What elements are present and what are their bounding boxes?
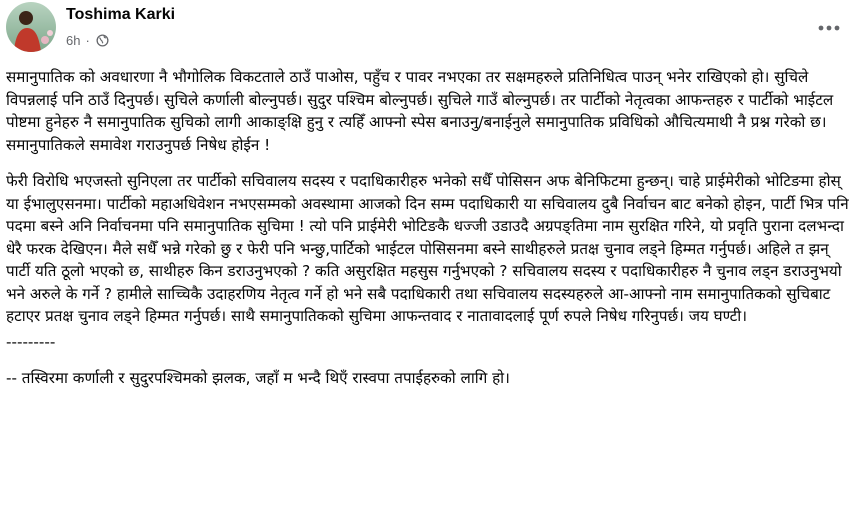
post-header xyxy=(0,0,857,62)
post-paragraph-1: समानुपातिक को अवधारणा नै भौगोलिक विकटताले ठाउँ पाओस, पहुँच र पावर नभएका तर सक्षमहरुले प्रतिनिधित्व पाउन् भनेर राखिएको हो। सुचिले विपन्नलाई पनि ठाउँ दिनुपर्छ। सुचिले कर्णाली बोल्नुपर्छ। सुदुर पश्चिम बोल्नुपर्छ। सुचिले गाउँ बोल्नुपर्छ। तर पार्टीको नेतृत्वका आफन्तहरु र पार्टीको भाईटल पोष्टमा हुनेहरु नै समानुपातिक सुचिको लागी आकाङ्क्षि हुनु र त्यहिँ आफ्नो स्पेस बनाउनु/बनाईनुले समानुपातिक प्रविधिको औचित्यमाथी नै प्रश्न गरेको छ। समानुपातिकले समावेश गराउनुपर्छ निषेध होईन ! xyxy=(6,68,834,154)
globe-icon[interactable] xyxy=(96,34,109,47)
post-meta xyxy=(66,33,109,48)
more-horizontal-icon xyxy=(818,25,840,31)
post-time[interactable]: 6h xyxy=(66,33,81,48)
post-paragraph-2: फेरी विरोधि भएजस्तो सुनिएला तर पार्टीको सचिवालय सदस्य र पदाधिकारीहरु भनेको सधैँ पोसिसन अफ बेनिफिटमा हुन्छन्। चाहे प्राईमेरीको भोटिङमा होस् या ईभालुएसनमा। पार्टीको महाअधिवेशन नभएसम्मको अवस्थामा आजको दिन सम्म पदाधिकारी या सचिवालय दुबै निर्वाचन बाट बनेको होइन, पार्टी भित्र पनि पदमा बस्ने अनि निर्वाचनमा पनि समानुपातिक सुचिमा ! त्यो पनि प्राईमेरी भोटिङकै धज्जी उडाउदै अग्रपङ्तिमा नाम सुरक्षित गरिने, यो प्रवृति पुराना दलभन्दा धेरै फरक देखिएन। मैले सधैँ भन्ने गरेको छु र फेरी पनि भन्छु,पार्टिको भाईटल पोसिसनमा बस्ने साथीहरुले प्रतक्ष चुनाव लड्ने हिम्मत गर्नुपर्छ। अहिले त झन् पार्टी यति ठूलो भएको छ, साथीहरु किन डराउनुभएको ? कति असुरक्षित महसुस गर्नुभएको ? सचिवालय सदस्य र पदाधिकारीहरु नै चुनाव लड्न डराउनुभयो भने अरुले के गर्ने ? हामीले साच्चिकै उदाहरणिय नेतृत्व गर्ने हो भने सबै पदाधिकारी तथा सचिवालय सदस्यहरुले आ-आफ्नो नाम समानुपातिकको सुचिबाट हटाएर प्रतक्ष चुनाव लड्ने हिम्मत गर्नुपर्छ। साथै समानुपातिकको सुचिमा आफन्तवाद र नातावादलाई पूर्ण रुपले निषेध गरिनुपर्छ। जय घण्टी। xyxy=(6,172,849,325)
post-divider: --------- xyxy=(6,332,56,351)
more-options-button[interactable] xyxy=(815,18,843,38)
avatar-photo xyxy=(6,2,56,52)
meta-separator: · xyxy=(85,33,90,48)
avatar[interactable] xyxy=(6,2,56,52)
post-caption: -- तस्विरमा कर्णाली र सुदुरपश्चिमको झलक, जहाँ म भन्दै थिएँ रास्वपा तपाईहरुको लागि हो। xyxy=(6,369,510,387)
post-body xyxy=(6,66,852,390)
author-name[interactable]: Toshima Karki xyxy=(66,6,176,23)
